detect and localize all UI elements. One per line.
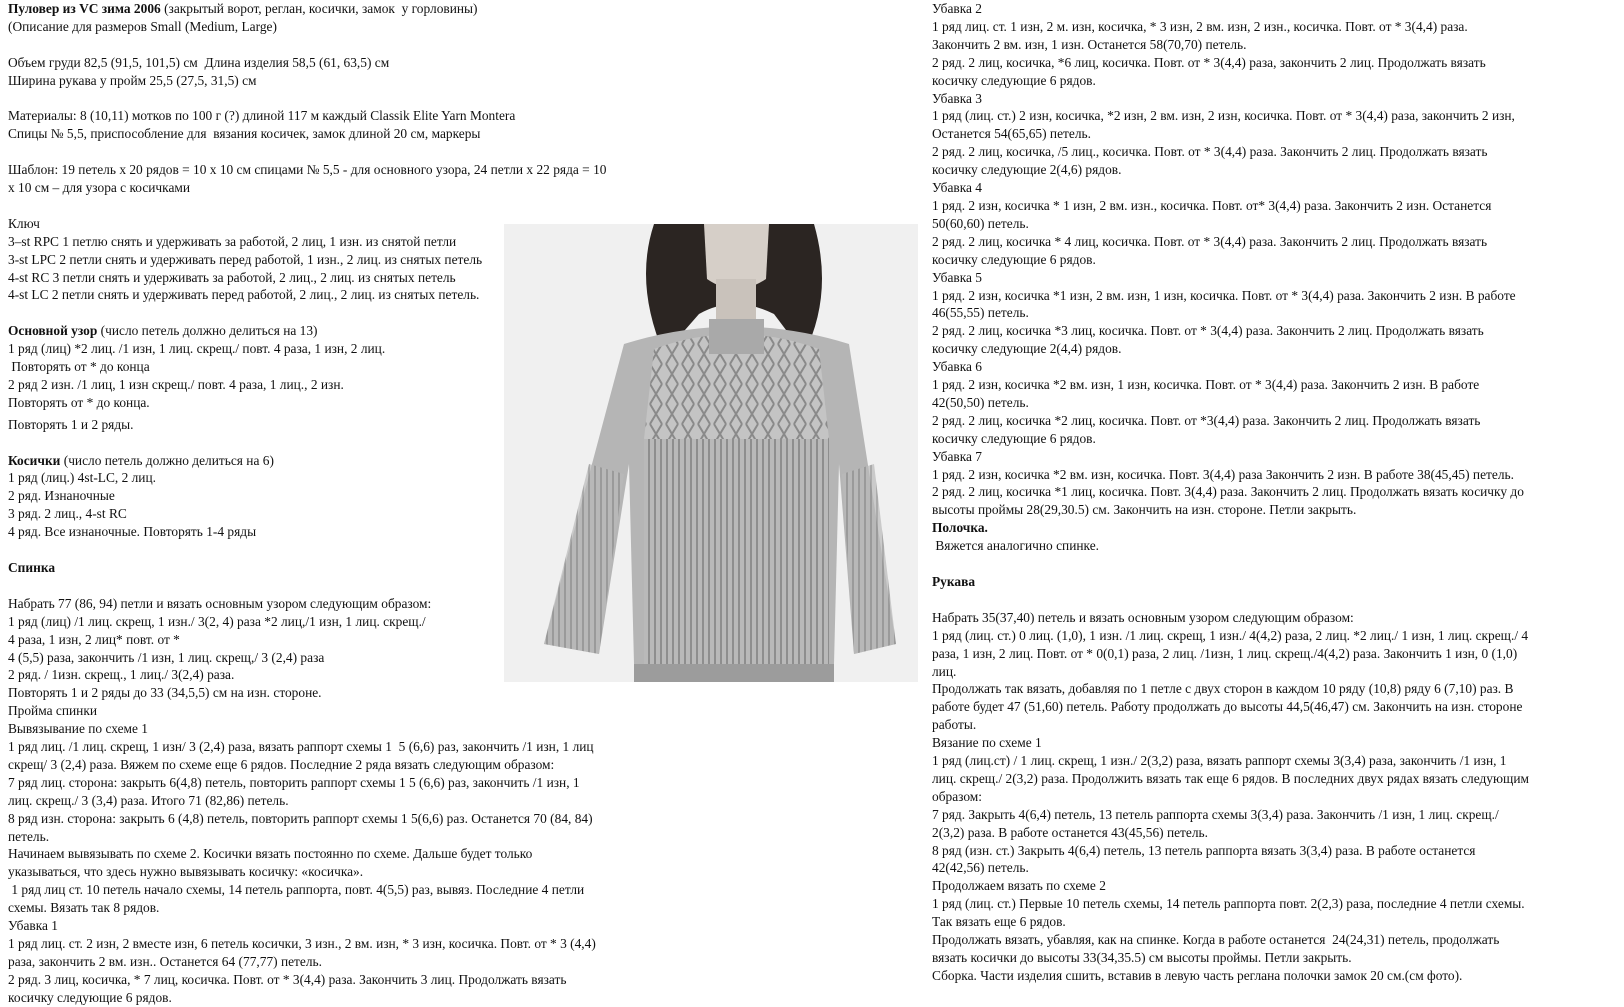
decrease-line: 2 ряд. 2 лиц, косичка *1 лиц, косичка. Повт. 3(4,4) раза. Закончить 2 лиц. Продолжать вязать косичку до [932,484,1524,500]
decrease-line: 46(55,55) петель. [932,305,1029,321]
decrease-line: косичку следующие 2(4,6) рядов. [932,162,1122,178]
decrease-line: 2 ряд. 2 лиц, косичка, /5 лиц., косичка. Повт. от * 3(4,4) раза. Закончить 2 лиц. Продолжать вязать [932,144,1488,160]
decrease-line: высоты проймы 28(29,30.5) см. Закончить на изн. стороне. Петли закрыть. [932,502,1357,518]
decrease-line: 50(60,60) петель. [932,215,1029,231]
back-line: 1 ряд лиц. /1 лиц. скрещ, 1 изн/ 3 (2,4) раза, вязать раппорт схемы 1 5 (6,6) раз, закончить /1 изн, 1 лиц [8,739,594,755]
decrease-line: 2 ряд. 2 лиц, косичка * 4 лиц, косичка. Повт. от * 3(4,4) раза. Закончить 2 лиц. Продолжать вязать [932,233,1488,249]
pattern-title: Пуловер из VC зима 2006 (закрытый ворот, реглан, косички, замок у горловины) [8,1,478,16]
sleeve-line: работе будет 47 (51,60) петель. Работу продолжать до высоты 44,5(46,47) см. Закончить на изн. стороне [932,699,1523,715]
decrease-line: 1 ряд. 2 изн, косичка *2 вм. изн, 1 изн, косичка. Повт. от * 3(4,4) раза. Закончить 2 изн. В работе [932,377,1480,393]
sizes-note: (Описание для размеров Small (Medium, Large) [8,18,277,34]
cables-line: 2 ряд. Изнаночные [8,488,115,504]
back-line: 4 раза, 1 изн, 2 лиц* повт. от * [8,631,180,647]
key-line: 3–st RPC 1 петлю снять и удерживать за работой, 2 лиц, 1 изн. из снятой петли [8,233,457,249]
decrease-line: косичку следующие 6 рядов. [932,430,1096,446]
decrease-line: Убавка 2 [932,1,983,16]
key-title: Ключ [8,215,40,231]
sleeve-line: Вязание по схеме 1 [932,735,1042,751]
sleeve-line: Продолжать так вязать, добавляя по 1 петле с двух сторон в каждом 10 ряду (10,8) ряду 6 (7,10) раз. В [932,681,1514,697]
decrease-line: Убавка 7 [932,448,983,464]
key-line: 3-st LPC 2 петли снять и удерживать перед работой, 1 изн., 2 лиц. из снятых петель [8,251,483,267]
back-line: указываться, что здесь нужно вывязывать косичку: «косичка». [8,864,364,880]
sweater-photo-illustration [504,224,918,682]
decrease-line: Закончить 2 вм. изн, 1 изн. Останется 58(70,70) петель. [932,36,1247,52]
back-line: Начинаем вывязывать по схеме 2. Косички вязать постоянно по схеме. Дальше будет только [8,846,533,862]
back-line: лиц. скрещ./ 3 (3,4) раза. Итого 71 (82,86) петель. [8,792,289,808]
sleeve-line: Набрать 35(37,40) петель и вязать основным узором следующим образом: [932,609,1354,625]
back-line: косичку следующие 6 рядов. [8,989,172,1005]
decrease-line: 2 ряд. 2 лиц, косичка *3 лиц, косичка. Повт. от * 3(4,4) раза. Закончить 2 лиц. Продолжать вязать [932,323,1484,339]
sleeve-line: вязать косички до высоты 33(34,35.5) см высоты проймы. Петли закрыть. [932,950,1352,965]
back-line: Убавка 1 [8,918,59,934]
back-line: Вывязывание по схеме 1 [8,721,148,737]
sleeve-line: Продолжать вязать, убавляя, как на спинке. Когда в работе останется 24(24,31) петель, продолжать [932,932,1500,948]
back-intro [8,595,498,738]
decrease-line: 1 ряд. 2 изн, косичка *1 изн, 2 вм. изн, 1 изн, косичка. Повт. от * 3(4,4) раза. Закончить 2 изн. В работе [932,287,1516,303]
main-pattern-line: 1 ряд (лиц) *2 лиц. /1 изн, 1 лиц. скрещ./ повт. 4 раза, 1 изн, 2 лиц. [8,341,386,357]
sleeve-line: 8 ряд (изн. ст.) Закрыть 4(6,4) петель, 13 петель раппорта вязать 3(3,4) раза. В работе останется [932,842,1476,858]
sleeve-line: образом: [932,788,982,804]
key-line: 4-st LC 2 петли снять и удерживать перед работой, 2 лиц., 2 лиц. из снятых петель. [8,287,480,303]
decrease-line: Убавка 5 [932,269,983,285]
decrease-line: Убавка 6 [932,359,983,375]
decrease-line: косичку следующие 6 рядов. [932,251,1096,267]
back-line: схемы. Вязать так 8 рядов. [8,900,160,916]
cables-line: 1 ряд (лиц.) 4st-LC, 2 лиц. [8,470,156,486]
back-line: Пройма спинки [8,703,98,719]
back-line: 7 ряд лиц. сторона: закрыть 6(4,8) петель, повторить раппорт схемы 1 5 (6,6) раз, закончить /1 изн, 1 [8,774,580,790]
sweater-photo [504,224,918,682]
decrease-line: 1 ряд (лиц. ст.) 2 изн, косичка, *2 изн, 2 вм. изн, 2 изн, косичка. Повт. от * 3(4,4) раза, закончить 2 изн, [932,108,1515,124]
back-title: Спинка [8,559,56,575]
front-title: Полочка. [932,520,988,536]
main-pattern-repeat: Повторять 1 и 2 ряды. [8,416,134,432]
back-body [8,738,716,1007]
cables-title: Косички (число петель должно делиться на 6) [8,452,274,468]
back-line: Набрать 77 (86, 94) петли и вязать основным узором следующим образом: [8,595,432,611]
main-pattern-line: Повторять от * до конца. [8,394,150,410]
sleeve-line: 42(42,56) петель. [932,860,1029,876]
back-line: Повторять 1 и 2 ряды до 33 (34,5,5) см на изн. стороне. [8,685,322,701]
sleeve-line: 1 ряд (лиц. ст.) Первые 10 петель схемы, 14 петель раппорта повт. 2(2,3) раза, последние 4 петли схемы. [932,896,1525,912]
materials: Материалы: 8 (10,11) мотков по 100 г (?) длиной 117 м каждый Classik Elite Yarn Montera [8,108,516,124]
decrease-line: Убавка 3 [932,90,983,106]
back-line: 1 ряд лиц ст. 10 петель начало схемы, 14 петель раппорта, повт. 4(5,5) раз, вывяз. Последние 4 петли [8,882,585,898]
decreases-section [932,0,1622,519]
cables-line: 4 ряд. Все изнаночные. Повторять 1-4 ряды [8,524,257,540]
back-line: раза, закончить 2 вм. изн.. Останется 64 (77,77) петель. [8,953,322,969]
decrease-line: 1 ряд. 2 изн, косичка * 1 изн, 2 вм. изн., косичка. Повт. от* 3(4,4) раза. Закончить 2 изн. Останется [932,197,1492,213]
cables-line: 3 ряд. 2 лиц., 4-st RC [8,506,127,522]
decrease-line: 42(50,50) петель. [932,394,1029,410]
main-pattern-line: Повторять от * до конца [8,359,150,375]
decrease-line: косичку следующие 6 рядов. [932,72,1096,88]
sleeve-line: 1 ряд (лиц.ст) / 1 лиц. скрещ, 1 изн./ 2(3,2) раза, вязать раппорт схемы 3(3,4) раза, закончить /1 изн, 1 [932,753,1507,769]
back-line: 1 ряд лиц. ст. 2 изн, 2 вместе изн, 6 петель косички, 3 изн., 2 вм. изн, * 3 изн, косичка. Повт. от * 3 (4,4) [8,936,596,951]
decrease-line: 1 ряд. 2 изн, косичка *2 вм. изн, косичка. Повт. 3(4,4) раза Закончить 2 изн. В работе 38(45,45) петель. [932,466,1514,482]
front-text: Вяжется аналогично спинке. [932,538,1099,554]
main-pattern-title: Основной узор (число петель должно делиться на 13) [8,323,318,339]
back-line: 4 (5,5) раза, закончить /1 изн, 1 лиц. скрещ,/ 3 (2,4) раза [8,649,325,665]
main-pattern-line: 2 ряд 2 изн. /1 лиц, 1 изн скрещ./ повт. 4 раза, 1 лиц., 2 изн. [8,376,344,392]
back-line: 2 ряд. 3 лиц, косичка, * 7 лиц, косичка. Повт. от * 3(4,4) раза. Закончить 3 лиц. Продолжать вязать [8,971,567,987]
sleeve-line: лиц. [932,663,957,679]
back-line: 1 ряд (лиц) /1 лиц. скрещ, 1 изн./ 3(2, 4) раза *2 лиц,/1 изн, 1 лиц. скрещ./ [8,613,426,629]
key-line: 4-st RC 3 петли снять и удерживать за работой, 2 лиц., 2 лиц. из снятых петель [8,269,456,285]
bust-length: Объем груди 82,5 (91,5, 101,5) см Длина изделия 58,5 (61, 63,5) см [8,54,390,70]
sleeve-line: 2(3,2) раза. В работе останется 43(45,56) петель. [932,824,1208,840]
back-line: скрещ/ 3 (2,4) раза. Вяжем по схеме еще 6 рядов. Последние 2 ряда вязать следующим образом: [8,756,555,772]
decrease-line: 2 ряд. 2 лиц, косичка *2 лиц, косичка. Повт. от *3(4,4) раза. Закончить 2 лиц. Продолжать вязать [932,412,1481,428]
sleeve-line: Так вязать еще 6 рядов. [932,914,1066,930]
gauge-line-1: Шаблон: 19 петель х 20 рядов = 10 х 10 см спицами № 5,5 - для основного узора, 24 петли х 22 ряда = 10 [8,162,607,178]
sleeve-line: раза, 1 изн, 2 лиц. Повт. от * 0(0,1) раза, 2 лиц. /1изн, 1 лиц. скрещ./4(4,2) раза. Закончить 1 изн, 0 (1,0) [932,645,1518,661]
decrease-line: 2 ряд. 2 лиц, косичка, *6 лиц, косичка. Повт. от * 3(4,4) раза, закончить 2 лиц. Продолжать вязать [932,54,1486,70]
decrease-line: косичку следующие 2(4,4) рядов. [932,341,1122,357]
sleeve-line: работы. [932,717,977,733]
sleeve-line: лиц. скрещ./ 2(3,2) раза. Продолжить вязать так еще 6 рядов. В последних двух рядах вязать следующим [932,770,1529,786]
back-line: петель. [8,828,50,844]
sleeves-title: Рукава [932,573,976,589]
sleeve-line: Сборка. Части изделия сшить, вставив в левую часть реглана полочки замок 20 см.(см фото). [932,967,1463,983]
right-column [932,0,1622,985]
decrease-line: Убавка 4 [932,180,983,196]
needles: Спицы № 5,5, приспособление для вязания косичек, замок длиной 20 см, маркеры [8,126,481,142]
sleeve-line: Продолжаем вязать по схеме 2 [932,878,1106,894]
sleeve-width: Ширина рукава у пройм 25,5 (27,5, 31,5) см [8,72,257,88]
back-line: 2 ряд. / 1изн. скрещ., 1 лиц./ 3(2,4) раза. [8,667,235,683]
back-line: 8 ряд изн. сторона: закрыть 6 (4,8) петель, повторить раппорт схемы 1 5(6,6) раз. Останется 70 (84, 84) [8,810,593,826]
sleeves-section [932,609,1622,985]
decrease-line: Останется 54(65,65) петель. [932,126,1091,142]
sleeve-line: 7 ряд. Закрыть 4(6,4) петель, 13 петель раппорта схемы 3(3,4) раза. Закончить /1 изн, 1 лиц. скрещ./ [932,806,1499,822]
decrease-line: 1 ряд лиц. ст. 1 изн, 2 м. изн, косичка, * 3 изн, 2 вм. изн, 2 изн., косичка. Повт. от * 3(4,4) раза. [932,18,1468,34]
sleeve-line: 1 ряд (лиц. ст.) 0 лиц. (1,0), 1 изн. /1 лиц. скрещ, 1 изн./ 4(4,2) раза, 2 лиц. *2 лиц./ 1 изн, 1 лиц. скрещ./ 4 [932,627,1529,643]
gauge-line-2: х 10 см – для узора с косичками [8,180,191,196]
